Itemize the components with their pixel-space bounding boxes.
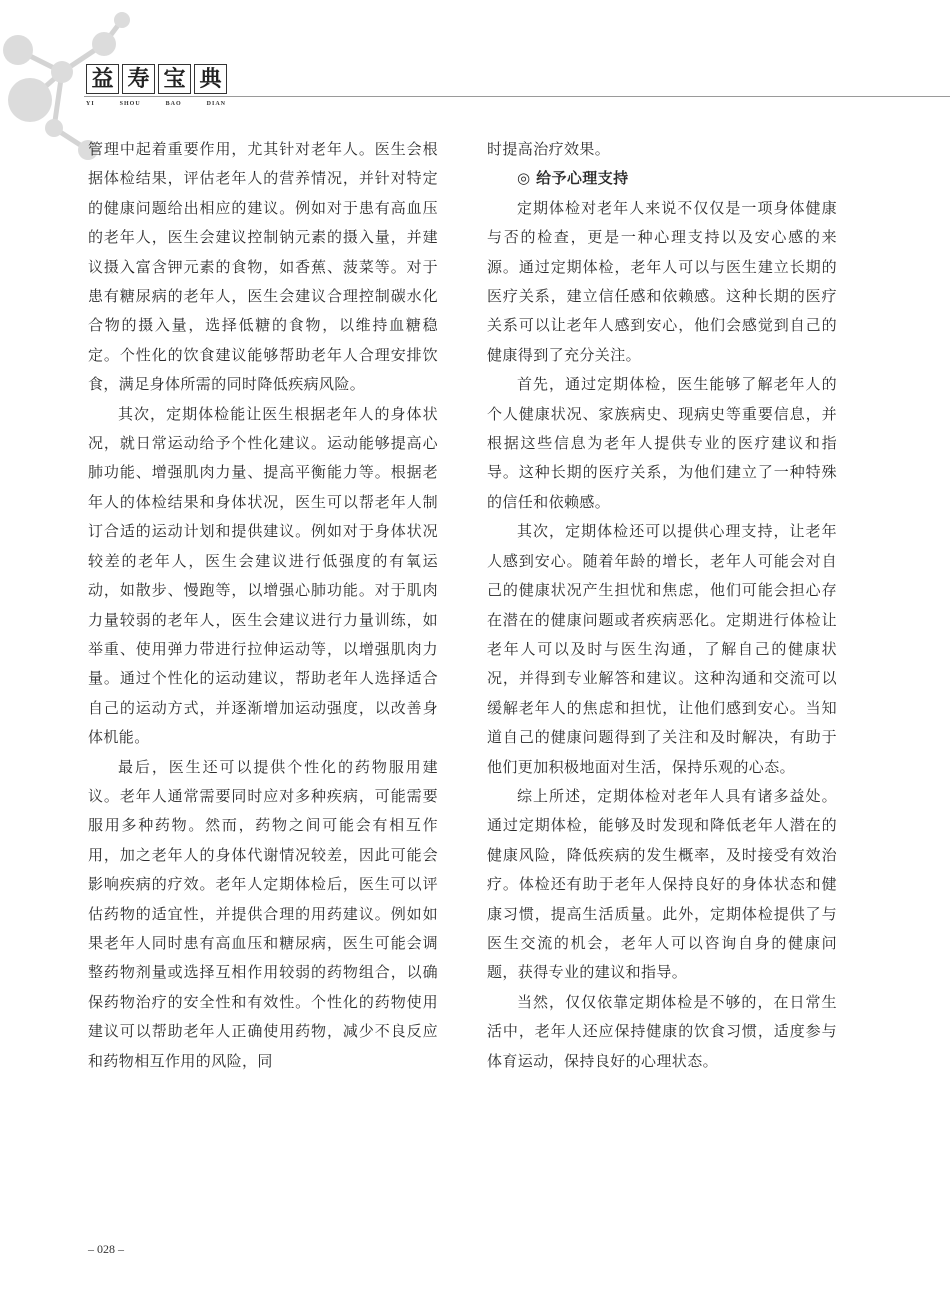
masthead-pinyin: [86, 101, 226, 107]
body-paragraph: 其次，定期体检能让医生根据老年人的身体状况，就日常运动给予个性化建议。运动能够提高心肺功能、增强肌肉力量、提高平衡能力等。根据老年人的体检结果和身体状况，医生可以帮老年人制订合适的运动计划和提供建议。例如对于身体状况较差的老年人，医生会建议进行低强度的有氧运动，如散步、慢跑等，以增强心肺功能。对于肌肉力量较弱的老年人，医生会建议进行力量训练，如举重、使用弹力带进行拉伸运动等，以增强肌肉力量。通过个性化的运动建议，帮助老年人选择适合自己的运动方式，并逐渐增加运动强度，以改善身体机能。: [88, 404, 438, 747]
body-paragraph: 管理中起着重要作用，尤其针对老年人。医生会根据体检结果，评估老年人的营养情况，并针对特定的健康问题给出相应的建议。例如对于患有高血压的老年人，医生会建议控制钠元素的摄入量，并建议摄入富含钾元素的食物，如香蕉、菠菜等。对于患有糖尿病的老年人，医生会建议合理控制碳水化合物的摄入量，选择低糖的食物，以维持血糖稳定。个性化的饮食建议能够帮助老年人合理安排饮食，满足身体所需的同时降低疾病风险。: [88, 140, 438, 394]
page-number: – 028 –: [88, 1242, 124, 1256]
masthead-char: 寿: [122, 64, 155, 94]
pinyin-syllable: YI: [86, 101, 95, 107]
section-heading: ◎ 给予心理支持: [517, 169, 629, 188]
pinyin-syllable: DIAN: [206, 101, 226, 107]
body-paragraph: 首先，通过定期体检，医生能够了解老年人的个人健康状况、家族病史、现病史等重要信息，并根据这些信息为老年人提供专业的医疗建议和指导。这种长期的医疗关系，为他们建立了一种特殊的信任和依赖感。: [487, 375, 837, 511]
header-rule: [84, 96, 950, 97]
masthead-logo: [86, 64, 230, 94]
masthead-char: 益: [86, 64, 119, 94]
body-paragraph: 定期体检对老年人来说不仅仅是一项身体健康与否的检查，更是一种心理支持以及安心感的来源。通过定期体检，老年人可以与医生建立长期的医疗关系，建立信任感和依赖感。这种长期的医疗关系可以让老年人感到安心，他们会感觉到自己的健康得到了充分关注。: [487, 198, 837, 364]
masthead-char: 宝: [158, 64, 191, 94]
pinyin-syllable: SHOU: [119, 101, 141, 107]
left-column: [88, 135, 438, 1076]
body-paragraph: 其次，定期体检还可以提供心理支持，让老年人感到安心。随着年龄的增长，老年人可能会对自己的健康状况产生担忧和焦虑，他们可能会担心存在潜在的健康问题或者疾病恶化。定期进行体检让老年人可以及时与医生沟通，了解自己的健康状况，并得到专业解答和建议。这种沟通和交流可以缓解老年人的焦虑和担忧，让他们感到安心。当知道自己的健康问题得到了关注和及时解决，有助于他们更加积极地面对生活，保持乐观的心态。: [487, 522, 837, 776]
body-paragraph: 综上所述，定期体检对老年人具有诸多益处。通过定期体检，能够及时发现和降低老年人潜在的健康风险，降低疾病的发生概率，及时接受有效治疗。体检还有助于老年人保持良好的身体状态和健康习惯，提高生活质量。此外，定期体检提供了与医生交流的机会，老年人可以咨询自身的健康问题，获得专业的建议和指导。: [487, 786, 837, 982]
body-paragraph: 最后，医生还可以提供个性化的药物服用建议。老年人通常需要同时应对多种疾病，可能需要服用多种药物。然而，药物之间可能会有相互作用，加之老年人的身体代谢情况较差，因此可能会影响疾病的疗效。老年人定期体检后，医生可以评估药物的适宜性，并提供合理的用药建议。例如如果老年人同时患有高血压和糖尿病，医生可能会调整药物剂量或选择互相作用较弱的药物组合，以确保药物治疗的安全性和有效性。个性化的药物使用建议可以帮助老年人正确使用药物，减少不良反应和药物相互作用的风险，同: [88, 757, 438, 1070]
masthead-char: 典: [194, 64, 227, 94]
body-paragraph: 当然，仅仅依靠定期体检是不够的，在日常生活中，老年人还应保持健康的饮食习惯，适度参与体育运动，保持良好的心理状态。: [487, 992, 837, 1070]
body-paragraph: 时提高治疗效果。: [487, 140, 611, 158]
pinyin-syllable: BAO: [165, 101, 182, 107]
right-column: [487, 135, 837, 1076]
